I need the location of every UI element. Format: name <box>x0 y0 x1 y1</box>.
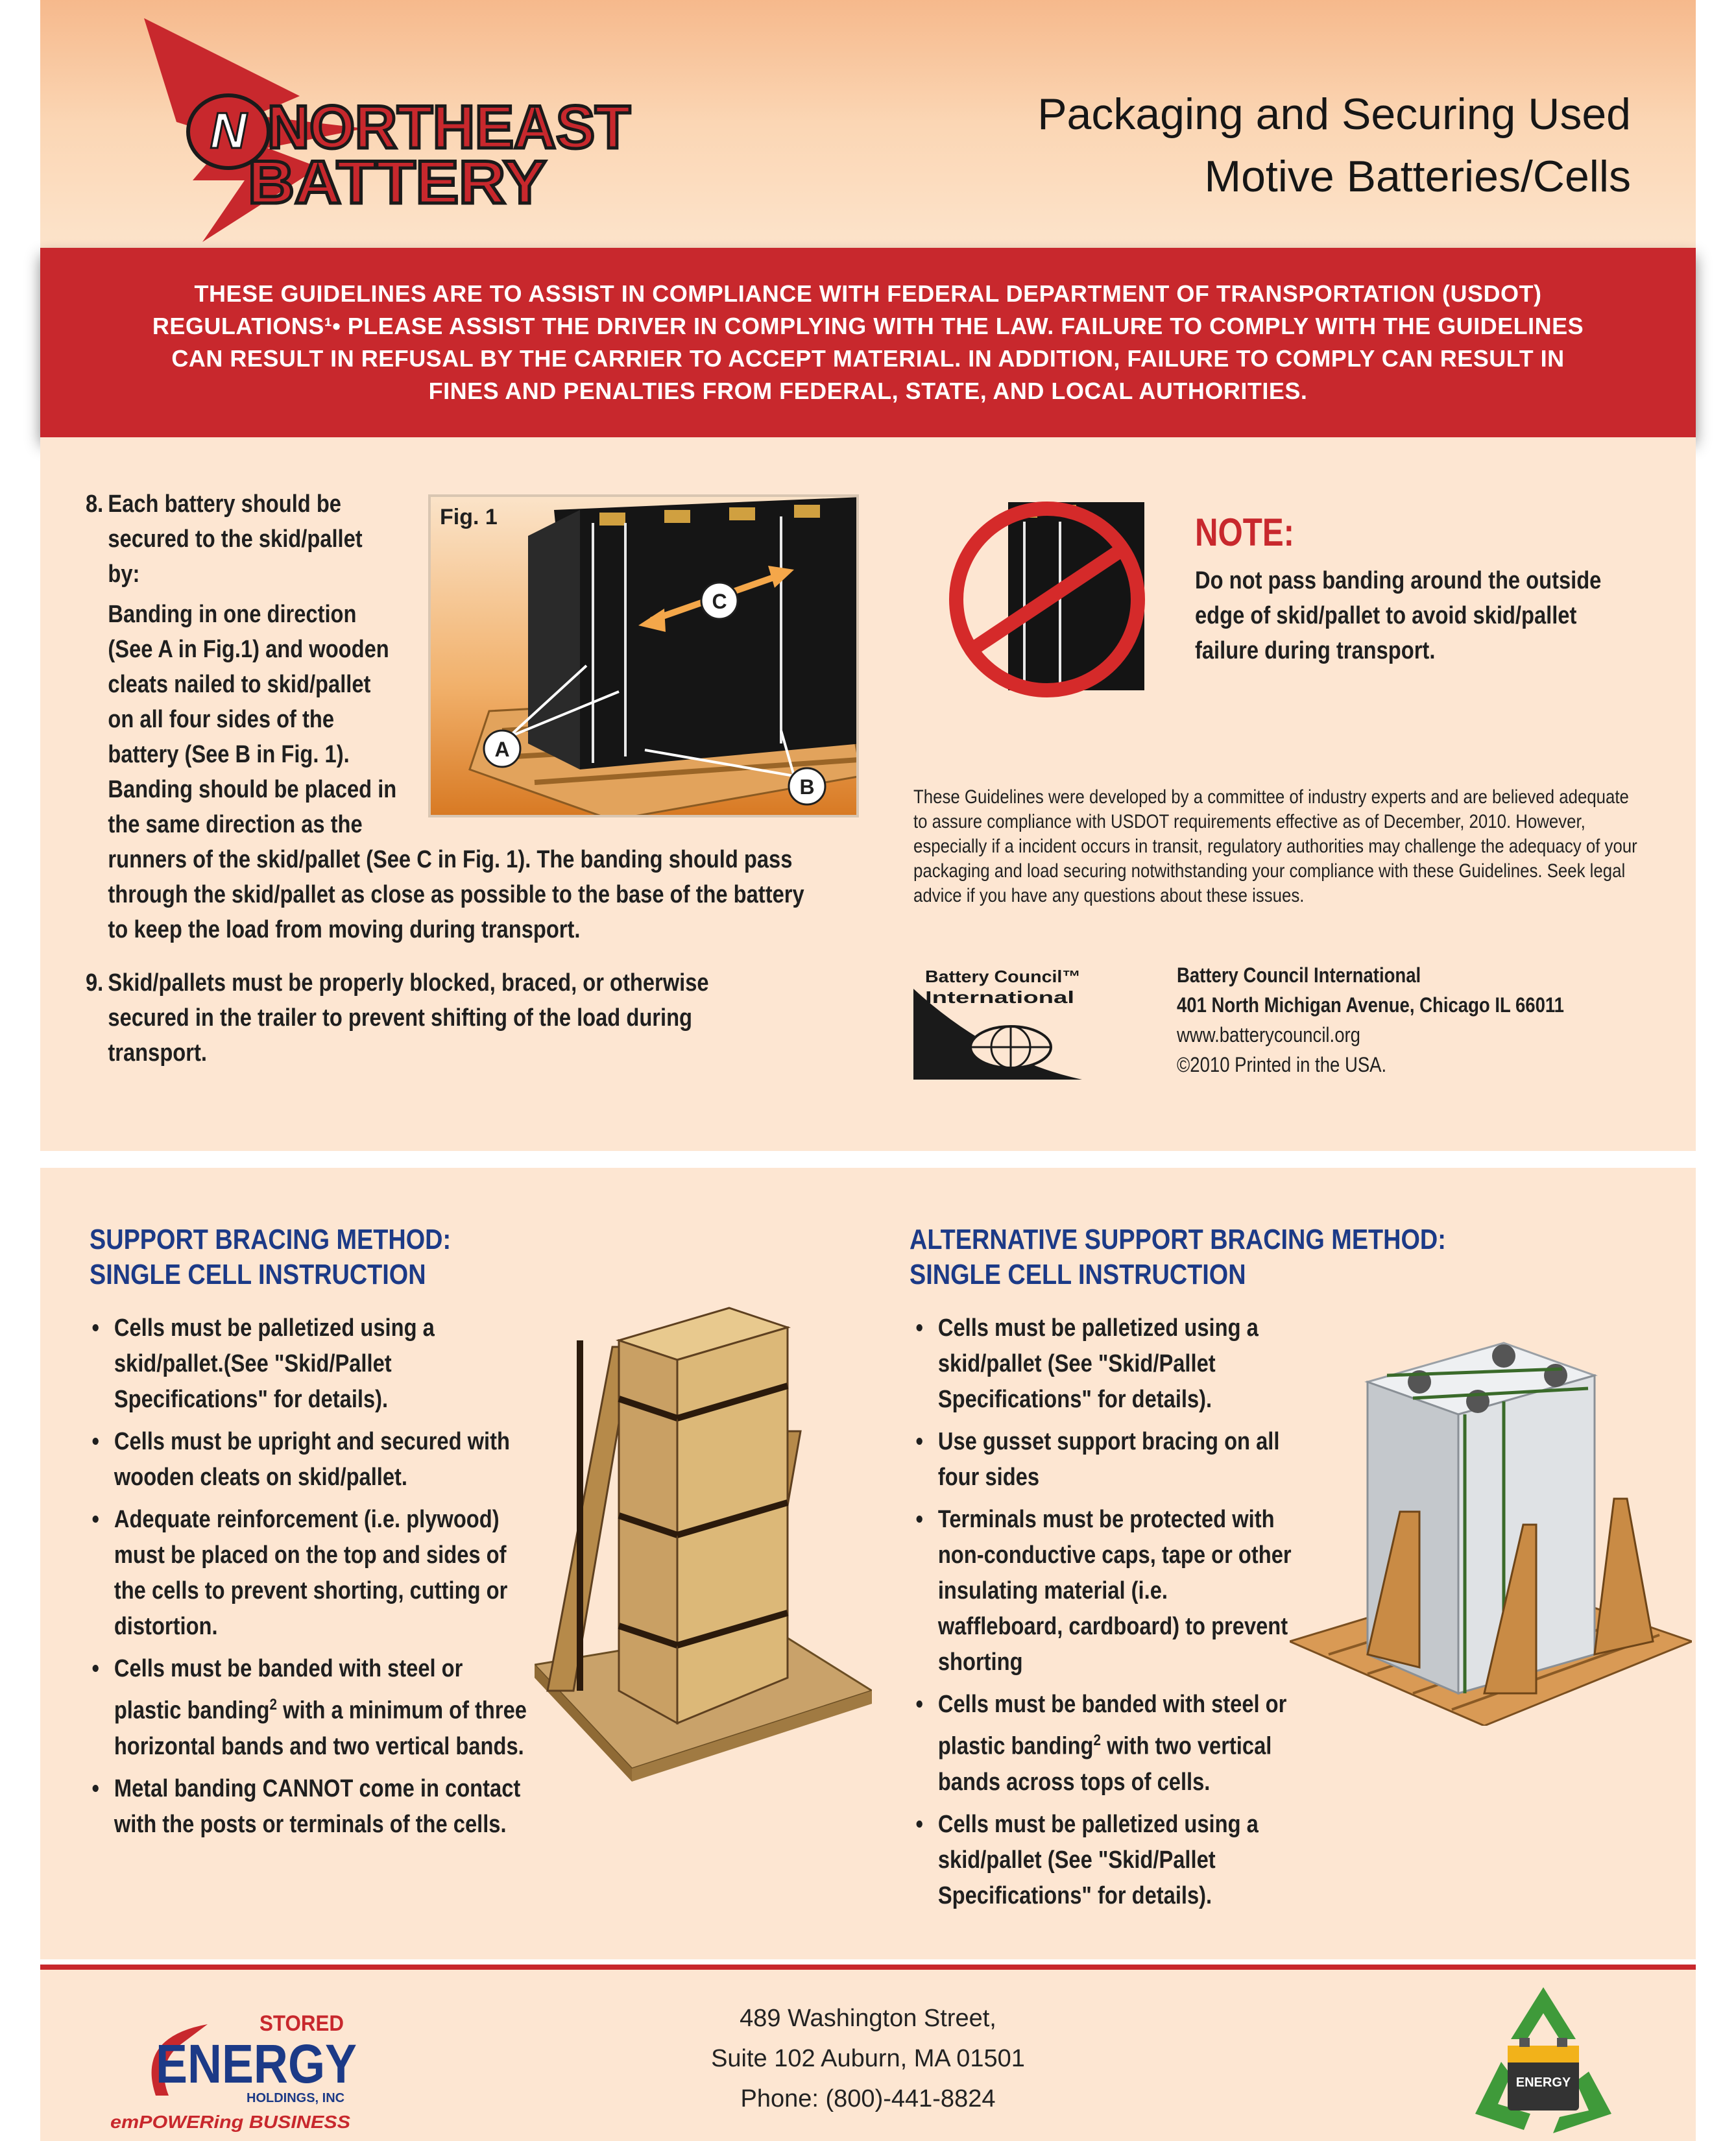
address-line1: 489 Washington Street, <box>740 2005 996 2032</box>
alternative-bullet: • Cells must be palletized using a skid/pallet (See "Skid/Pallet Specifications" for details). <box>913 1807 1293 1914</box>
support-heading <box>90 1222 451 1292</box>
step-8-body-2: runners of the skid/pallet (See C in Fig. 1). The banding should pass through the skid/pallet as close as possible to the base of the battery to keep the load from moving during transport. <box>108 846 804 943</box>
fig1-marker-a: A <box>494 738 510 761</box>
address-line2: Suite 102 Auburn, MA 01501 <box>711 2045 1025 2072</box>
se-logo-holdings: HOLDINGS, INC <box>247 2091 345 2105</box>
step-9-number: 9. <box>86 969 104 997</box>
support-bullet4-tail: with a minimum of three horizontal bands and two vertical bands. <box>114 1697 527 1760</box>
se-logo-energy: ENERGY <box>156 2033 357 2094</box>
battery-label: ENERGY <box>1515 2075 1571 2090</box>
alternative-bullet <box>913 1687 1293 1800</box>
recycle-battery-icon <box>1462 1984 1624 2141</box>
crate-illustration <box>535 1301 872 1782</box>
se-logo-tagline: emPOWERing BUSINESS <box>110 2112 351 2132</box>
footer-address <box>40 1998 1696 2119</box>
support-heading-line2: SINGLE CELL INSTRUCTION <box>90 1259 426 1290</box>
banner-text: THESE GUIDELINES ARE TO ASSIST IN COMPLIANCE WITH FEDERAL DEPARTMENT OF TRANSPORTATION (USDOT) REGULATIONS¹• PLEASE ASSIST THE DRIVER IN COMPLYING WITH THE LAW. FAILURE TO COMPLY WITH THE GUIDELINES CAN RESULT IN REFUSAL BY THE CARRIER TO ACCEPT MATERIAL. IN ADDITION, FAILURE TO COMPLY CAN RESULT IN FINES AND PENALTIES FROM FEDERAL, STATE, AND LOCAL AUTHORITIES. <box>152 280 1584 404</box>
figure-1 <box>428 494 859 817</box>
step-8-intro: Each battery should be secured to the skid/pallet by: <box>108 490 363 588</box>
bci-copyright: ©2010 Printed in the USA. <box>1177 1053 1387 1076</box>
support-bullet: • Cells must be upright and secured with wooden cleats on skid/pallet. <box>90 1424 530 1495</box>
alternative-bullet: • Terminals must be protected with non-conductive caps, tape or other insulating material (i.e. waffleboard, cardboard) to prevent shorting <box>913 1502 1293 1680</box>
alternative-bullet4-tail: with two vertical bands across tops of cells. <box>937 1732 1272 1796</box>
support-bullet: • Adequate reinforcement (i.e. plywood) must be placed on the top and sides of the cells to prevent shorting, cutting or distortion. <box>90 1502 530 1645</box>
se-logo-stored: STORED <box>259 2011 344 2036</box>
fig1-label: Fig. 1 <box>440 505 498 529</box>
page <box>40 0 1696 2141</box>
bci-logo <box>913 963 1089 1080</box>
bci-contact <box>1177 960 1623 1080</box>
note-body: Do not pass banding around the outside edge of skid/pallet to avoid skid/pallet failure during transport. <box>1195 567 1602 664</box>
alternative-bullet: • Use gusset support bracing on all four sides <box>913 1424 1293 1495</box>
gusset-illustration <box>1290 1304 1692 1726</box>
step-9-text: Skid/pallets must be properly blocked, braced, or otherwise secured in the trailer to prevent shifting of the load during transport. <box>108 969 709 1067</box>
bci-name: Battery Council International <box>1177 963 1421 987</box>
support-bullet: • Cells must be palletized using a skid/pallet.(See "Skid/Pallet Specifications" for details). <box>90 1311 530 1418</box>
alternative-bullet4-sup: 2 <box>1093 1732 1102 1749</box>
fig1-marker-b: B <box>799 775 815 799</box>
footer <box>40 1965 1696 2141</box>
alternative-bullet4-text: Cells must be banded with steel or plastic banding <box>937 1691 1287 1760</box>
section-bracing <box>40 1168 1696 1959</box>
title-line-1: Packaging and Securing Used <box>1037 90 1631 139</box>
logo-line1: NORTHEAST <box>267 93 631 161</box>
phone-number[interactable]: Phone: (800)-441-8824 <box>740 2085 996 2112</box>
logo-line2: BATTERY <box>248 148 546 216</box>
support-bullets <box>90 1311 530 1849</box>
note-heading: NOTE: <box>1195 511 1295 554</box>
header <box>40 0 1696 272</box>
step-8-body-1: Banding in one direction (See A in Fig.1) and wooden cleats nailed to skid/pallet on all four sides of the battery (See B in Fig. 1). Banding should be placed in the same direction as the <box>108 601 397 838</box>
northeast-battery-logo <box>105 18 663 252</box>
alternative-heading-line1: ALTERNATIVE SUPPORT BRACING METHOD: <box>910 1224 1446 1255</box>
alternative-heading <box>910 1222 1446 1292</box>
alternative-bullet: • Cells must be palletized using a skid/pallet (See "Skid/Pallet Specifications" for details). <box>913 1311 1293 1418</box>
bci-address: 401 North Michigan Avenue, Chicago IL 66011 <box>1177 993 1564 1017</box>
bci-website[interactable]: www.batterycouncil.org <box>1177 1023 1360 1046</box>
compliance-banner <box>40 248 1696 437</box>
bci-logo-line2: International <box>925 987 1074 1007</box>
fig1-marker-c: C <box>712 590 727 613</box>
document-title <box>852 83 1631 208</box>
support-bullet4-text: Cells must be banded with steel or plastic banding <box>114 1655 463 1724</box>
support-heading-line1: SUPPORT BRACING METHOD: <box>90 1224 452 1255</box>
bci-logo-line1: Battery Council™ <box>925 967 1081 986</box>
section-banding <box>40 437 1696 1151</box>
support-bullet4-sup: 2 <box>269 1696 278 1713</box>
support-bullet <box>90 1651 530 1765</box>
logo-n-mark: N <box>210 102 247 159</box>
title-line-2: Motive Batteries/Cells <box>1204 152 1631 201</box>
disclaimer-text: These Guidelines were developed by a committee of industry experts and are believed adequate to assure compliance with USDOT requirements effective as of December, 2010. However, especially if a incident occurs in transit, regulatory authorities may challenge the adequacy of your packaging and load securing notwithstanding your compliance with these Guidelines. Seek legal advice if you have any questions about these issues. <box>913 786 1637 906</box>
step-8-number: 8. <box>86 490 104 518</box>
no-banding-icon <box>911 496 1183 703</box>
alternative-heading-line2: SINGLE CELL INSTRUCTION <box>910 1259 1246 1290</box>
step-9 <box>86 965 789 1070</box>
alternative-bullets <box>913 1311 1293 1920</box>
support-bullet: • Metal banding CANNOT come in contact with the posts or terminals of the cells. <box>90 1771 530 1843</box>
